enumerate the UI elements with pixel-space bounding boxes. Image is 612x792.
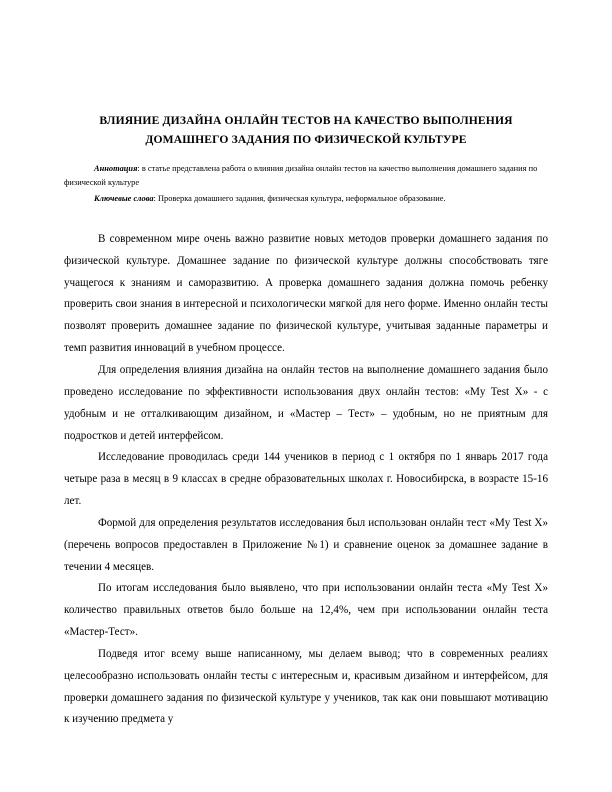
body-paragraph: Подведя итог всему выше написанному, мы делаем вывод; что в современных реалиях целесообразно использовать онлайн тесты с интересным и, красивым дизайном и интерфейсом, для проверки домашнего задания по физической культуре у учеников, так как они повышают мотивацию к изучению предмета у bbox=[64, 647, 548, 726]
abstract-text: в статье представлена работа о влияния дизайна онлайн тестов на качество выполнения домашнего задания по физической культуре bbox=[64, 163, 538, 188]
body-paragraph: Исследование проводилась среди 144 учеников в период с 1 октября по 1 январь 2017 года четыре раза в месяц в 9 классах в средне образовательных школах г. Новосибирска, в возрасте 15-16 лет. bbox=[64, 451, 548, 508]
body-paragraph: По итогам исследования было выявлено, что при использовании онлайн теста «My Test X» количество правильных ответов было больше на 12,4%, чем при использовании онлайн теста «Мастер-Тест». bbox=[64, 582, 548, 639]
body-paragraph: Для определения влияния дизайна на онлайн тестов на выполнение домашнего задания было проведено исследование по эффективности использования двух онлайн тестов: «My Test X» - с удобным и не отталкивающим дизайном, и «Мастер – Тест» – удобным, но не приятным для подростков и детей интерфейсом. bbox=[64, 363, 548, 442]
body-paragraph: В современном мире очень важно развитие новых методов проверки домашнего задания по физической культуре. Домашнее задание по физической культуре должны способствовать тяге учащегося к знаниям и саморазвитию. А проверка домашнего задания должна помочь ребенку проверить свои знания в интересной и психологически мягкой для него форме. Именно онлайн тесты позволят проверить домашнее задание по физической культуре, учитывая заданные параметры и темп развития инноваций в учебном процессе. bbox=[64, 232, 548, 355]
abstract-keywords-block bbox=[64, 162, 548, 207]
title-line-1: ВЛИЯНИЕ ДИЗАЙНА ОНЛАЙН ТЕСТОВ НА КАЧЕСТВО ВЫПОЛНЕНИЯ bbox=[99, 114, 513, 127]
abstract-label: Аннотация bbox=[94, 163, 138, 173]
keywords-label: Ключевые слова bbox=[94, 194, 154, 204]
keywords-separator: : bbox=[153, 194, 158, 204]
page-content bbox=[64, 112, 548, 731]
keywords-text: Проверка домашнего задания, физическая культура, неформальное образование. bbox=[157, 194, 446, 204]
document-body bbox=[64, 229, 548, 731]
abstract-separator: : bbox=[137, 163, 142, 173]
body-paragraph: Формой для определения результатов исследования был использован онлайн тест «My Test X» (перечень вопросов предоставлен в Приложение №1) и сравнение оценок за домашнее задание в течении 4 месяцев. bbox=[64, 516, 548, 573]
title-line-2: ДОМАШНЕГО ЗАДАНИЯ ПО ФИЗИЧЕСКОЙ КУЛЬТУРЕ bbox=[145, 132, 467, 146]
keywords-paragraph bbox=[64, 192, 548, 206]
abstract-paragraph bbox=[64, 162, 548, 191]
page-title bbox=[64, 112, 548, 150]
